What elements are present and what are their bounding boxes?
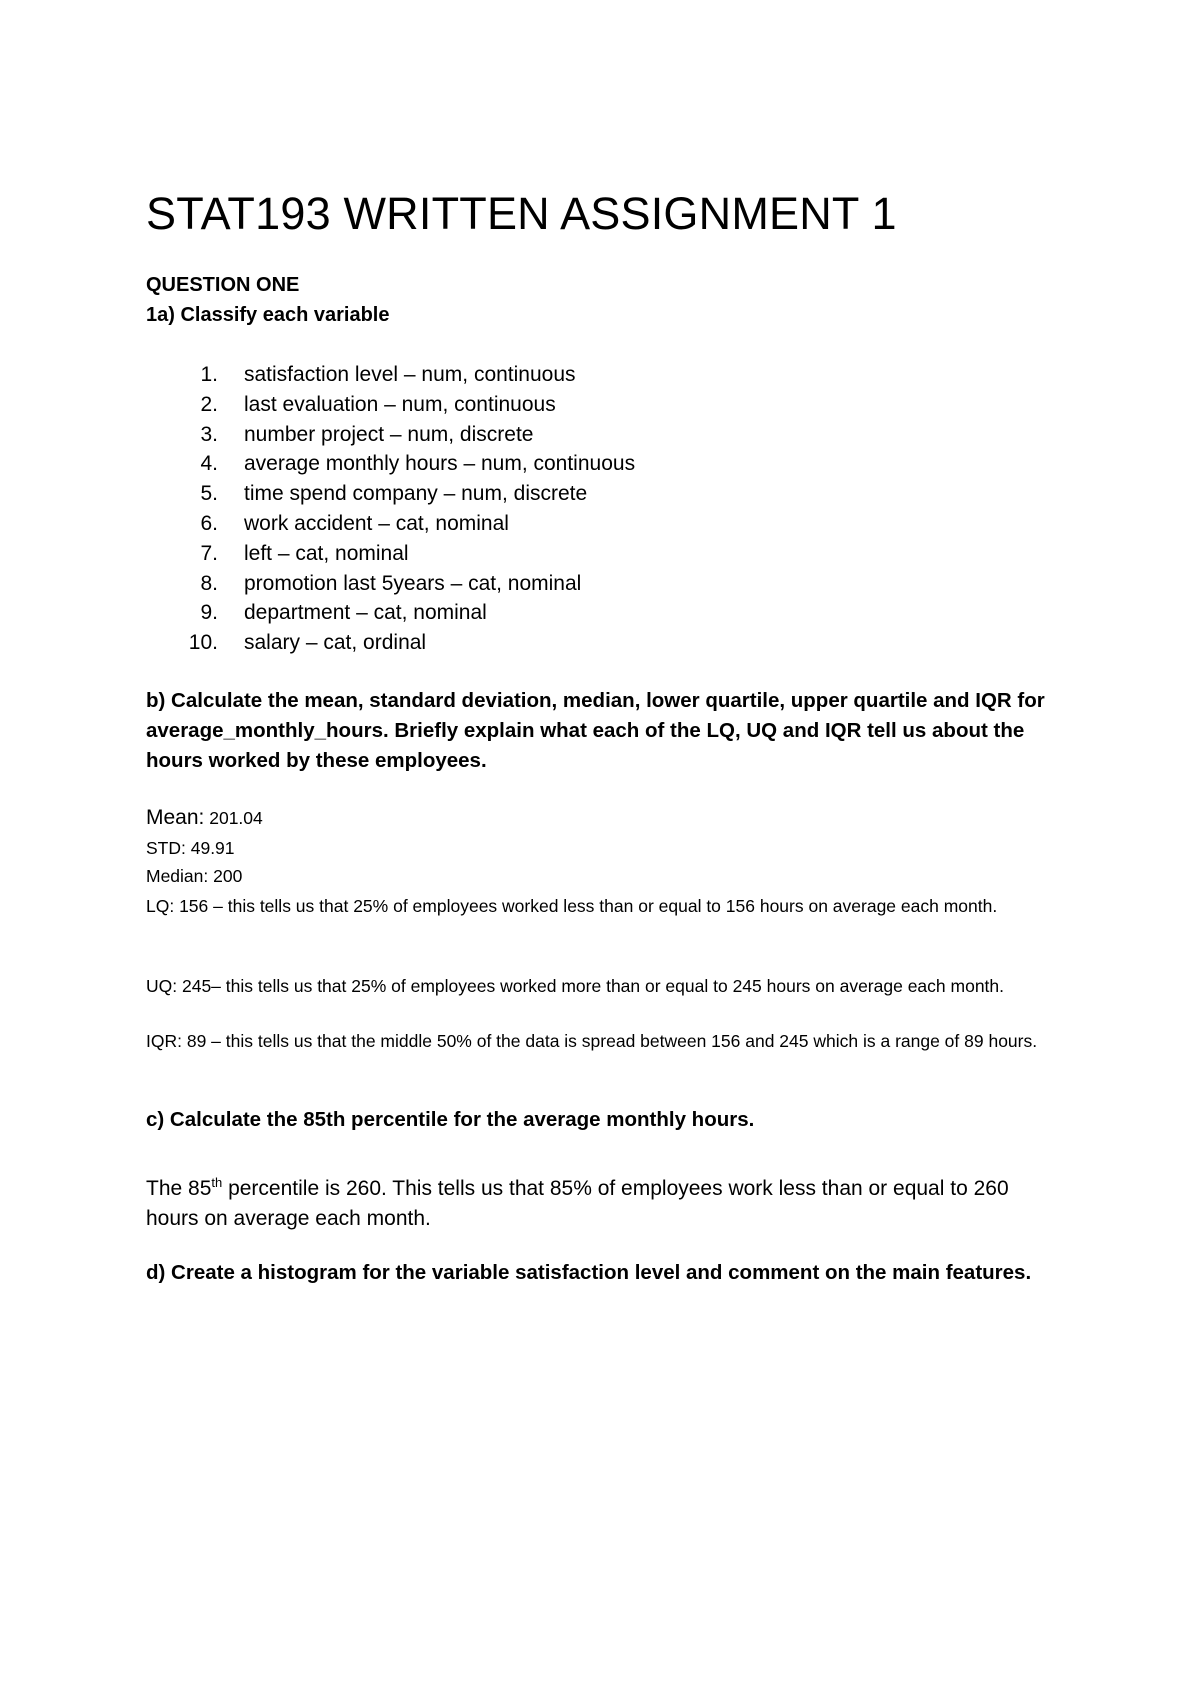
- list-item-text: salary – cat, ordinal: [244, 631, 427, 655]
- stat-mean-value: 201.04: [204, 808, 263, 828]
- list-item-number: 10.: [188, 631, 218, 655]
- list-item-number: 2.: [200, 392, 218, 416]
- list-item-number: 9.: [200, 601, 218, 625]
- part-c-heading: c) Calculate the 85th percentile for the average monthly hours.: [146, 1108, 755, 1131]
- question-one-heading: QUESTION ONE: [146, 274, 300, 296]
- list-item-text: last evaluation – num, continuous: [244, 392, 556, 416]
- stat-std: STD: 49.91: [146, 838, 235, 858]
- list-item-number: 4.: [200, 452, 218, 476]
- variable-list: [146, 360, 635, 658]
- list-item-text: department – cat, nominal: [244, 601, 487, 625]
- list-item-number: 3.: [200, 422, 218, 446]
- list-item-text: satisfaction level – num, continuous: [244, 363, 576, 386]
- stat-median: Median: 200: [146, 866, 243, 886]
- list-item-number: 7.: [200, 541, 218, 565]
- list-item: [146, 628, 635, 658]
- list-item: [146, 569, 635, 599]
- list-item: [146, 539, 635, 569]
- part-d-heading: d) Create a histogram for the variable satisfaction level and comment on the main features.: [146, 1261, 1032, 1284]
- stat-uq: UQ: 245– this tells us that 25% of employees worked more than or equal to 245 hours on average each month.: [146, 976, 1005, 996]
- list-item-number: 1.: [200, 363, 218, 386]
- list-item: [146, 479, 635, 509]
- list-item: [146, 449, 635, 479]
- list-item-number: 5.: [200, 482, 218, 506]
- document-title: STAT193 WRITTEN ASSIGNMENT 1: [146, 188, 897, 239]
- list-item: [146, 420, 635, 450]
- list-item: [146, 509, 635, 539]
- list-item-text: left – cat, nominal: [244, 541, 409, 565]
- list-item-text: time spend company – num, discrete: [244, 482, 588, 506]
- stat-iqr: IQR: 89 – this tells us that the middle 50% of the data is spread between 156 and 245 which is a range of 89 hours.: [146, 1031, 1038, 1051]
- list-item-text: average monthly hours – num, continuous: [244, 452, 636, 476]
- part-c-answer-rest: percentile is 260. This tells us that 85% of employees work less than or equal to 260 hours on average each month.: [146, 1177, 1009, 1230]
- ordinal-suffix: th: [211, 1175, 223, 1190]
- list-item: [146, 360, 635, 390]
- list-item-number: 8.: [200, 571, 218, 595]
- list-item-text: number project – num, discrete: [244, 422, 534, 446]
- stat-mean: [146, 806, 263, 830]
- list-item-text: work accident – cat, nominal: [244, 511, 509, 535]
- stat-mean-label: Mean:: [146, 806, 205, 829]
- list-item: [146, 598, 635, 628]
- list-item: [146, 390, 635, 420]
- part-a-heading: 1a) Classify each variable: [146, 304, 390, 326]
- part-c-answer-start: The 85: [146, 1177, 212, 1200]
- list-item-number: 6.: [200, 511, 218, 535]
- part-b-heading: b) Calculate the mean, standard deviation, median, lower quartile, upper quartile and IQR for average_monthly_hours. Briefly explain what each of the LQ, UQ and IQR tell us about the hours worked by these employees.: [146, 689, 1045, 772]
- part-c-answer: [146, 1168, 1066, 1234]
- stat-lq: LQ: 156 – this tells us that 25% of employees worked less than or equal to 156 hours on average each month.: [146, 896, 998, 916]
- list-item-text: promotion last 5years – cat, nominal: [244, 571, 582, 595]
